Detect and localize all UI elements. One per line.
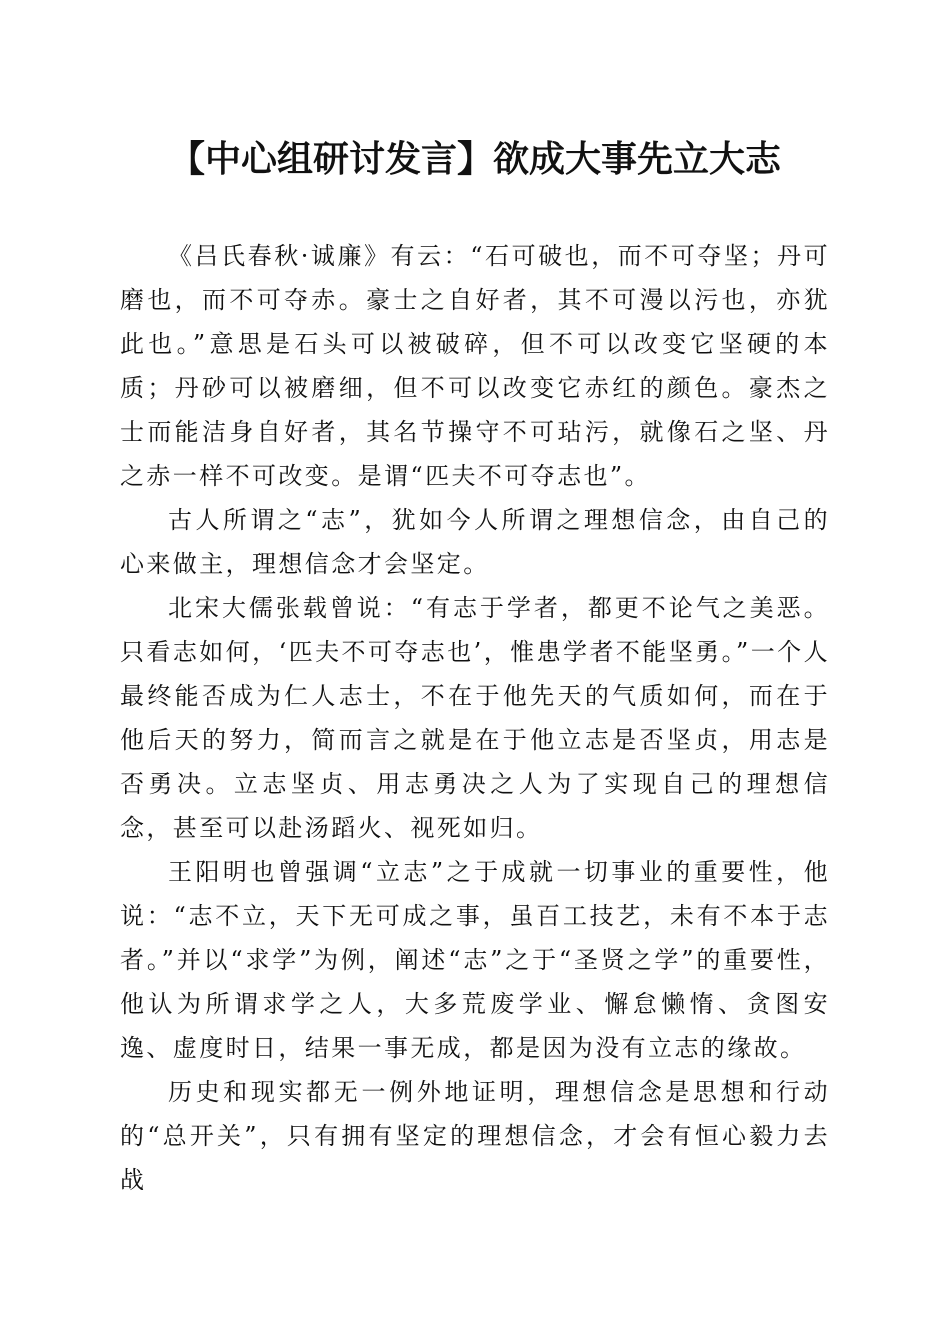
document-body (120, 234, 830, 1202)
paragraph-gu-ren-zhi: 古人所谓之“志”，犹如今人所谓之理想信念，由自己的心来做主，理想信念才会坚定。 (120, 506, 830, 578)
paragraph-wang-yangming: 王阳明也曾强调“立志”之于成就一切事业的重要性，他说：“志不立，天下无可成之事，虽百工技艺，未有不本于志者。”并以“求学”为例，阐述“志”之于“圣贤之学”的重要性，他认为所谓求学之人，大多荒废学业、懈怠懒惰、贪图安逸、虚度时日，结果一事无成，都是因为没有立志的缘故。 (120, 858, 830, 1062)
document-title: 【中心组研讨发言】欲成大事先立大志 (168, 139, 781, 180)
paragraph-zhang-zai: 北宋大儒张载曾说：“有志于学者，都更不论气之美恶。只看志如何，‘匹夫不可夺志也’，惟患学者不能坚勇。”一个人最终能否成为仁人志士，不在于他先天的气质如何，而在于他后天的努力，简而言之就是在于他立志是否坚贞，用志是否勇决。立志坚贞、用志勇决之人为了实现自己的理想信念，甚至可以赴汤蹈火、视死如归。 (120, 594, 830, 842)
paragraph-history-reality: 历史和现实都无一例外地证明，理想信念是思想和行动的“总开关”，只有拥有坚定的理想信念，才会有恒心毅力去战 (120, 1078, 830, 1194)
paragraph-lvshi-chunqiu: 《吕氏春秋·诚廉》有云：“石可破也，而不可夺坚；丹可磨也，而不可夺赤。豪士之自好者，其不可漫以污也，亦犹此也。”意思是石头可以被破碎，但不可以改变它坚硬的本质；丹砂可以被磨细，但不可以改变它赤红的颜色。豪杰之士而能洁身自好者，其名节操守不可玷污，就像石之坚、丹之赤一样不可改变。是谓“匹夫不可夺志也”。 (120, 242, 830, 490)
